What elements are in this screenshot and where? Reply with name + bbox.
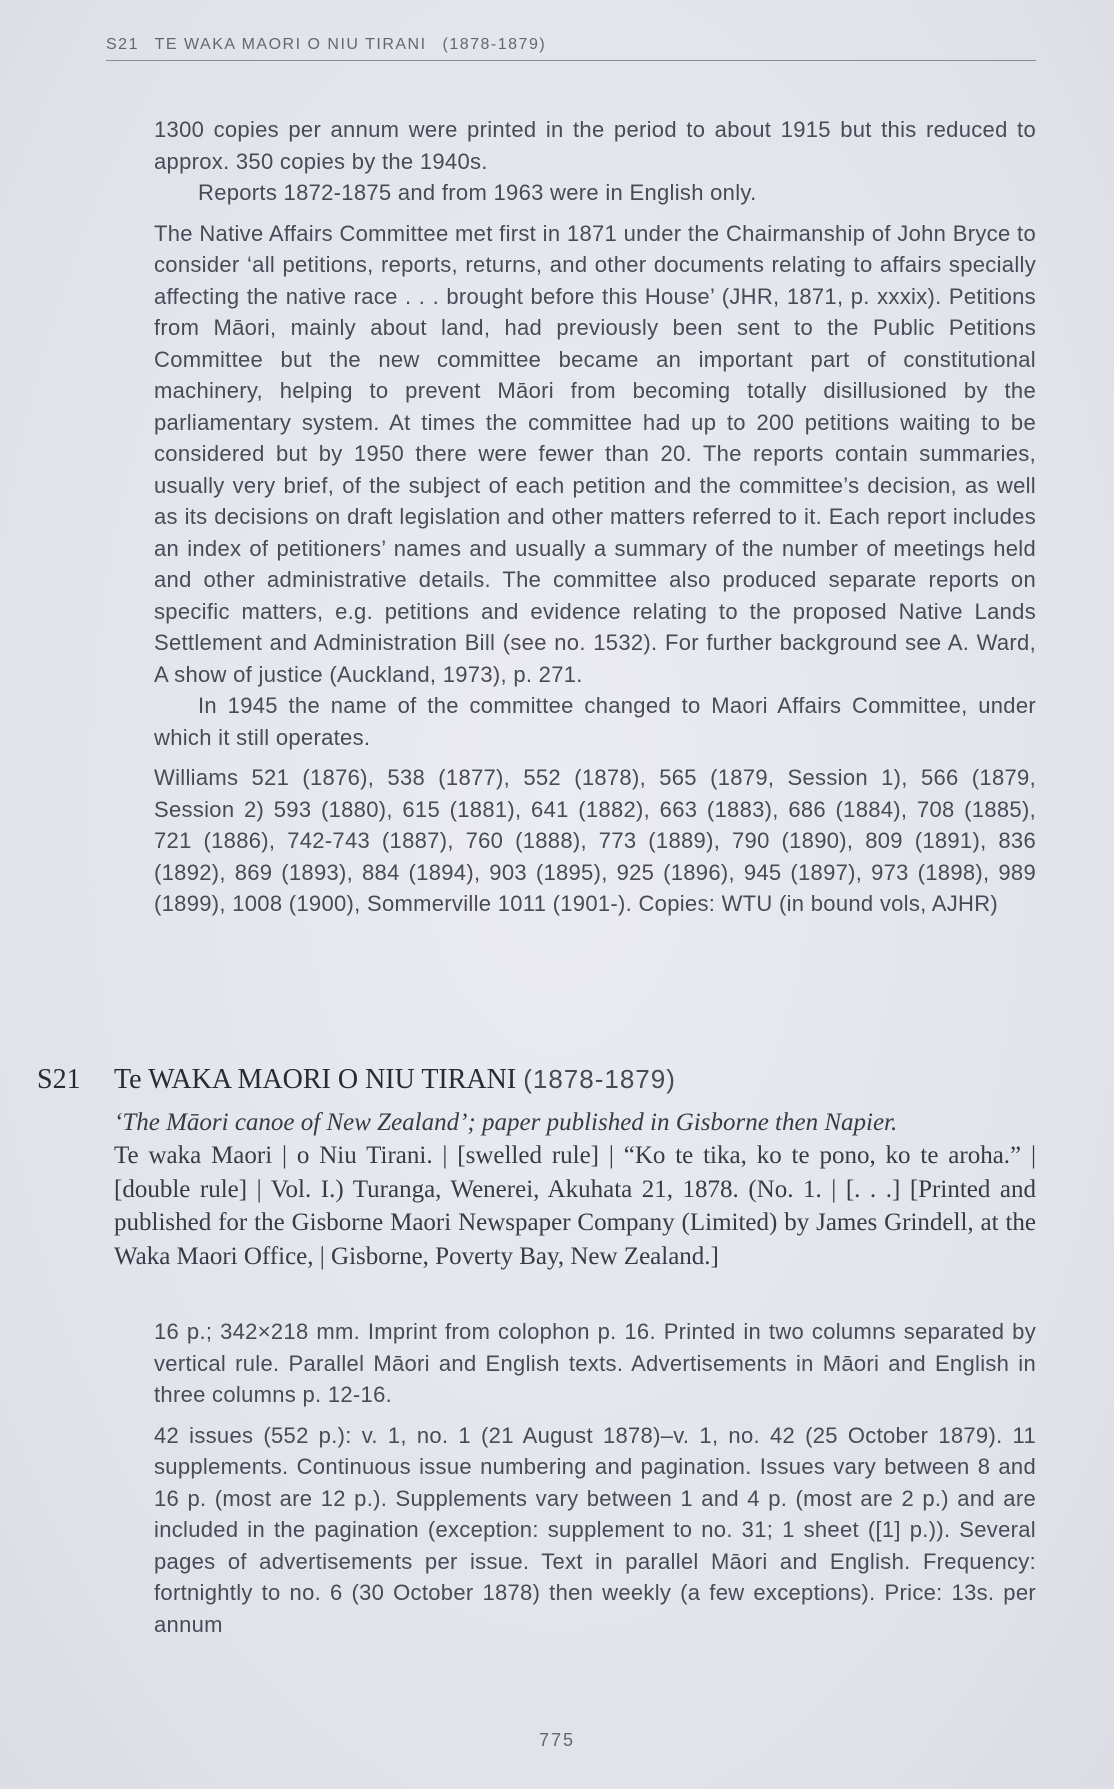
running-head-code: S21 xyxy=(106,36,139,53)
entry-title xyxy=(114,1064,676,1096)
page-number: 775 xyxy=(538,1730,576,1750)
paragraph-name-change: In 1945 the name of the committee changed to Maori Affairs Committee, under which it still operates. xyxy=(154,693,1036,750)
entry-issues: 42 issues (552 p.): v. 1, no. 1 (21 August 1878)–v. 1, no. 42 (25 October 1879). 11 supplements. Continuous issue numbering and pagination. Issues vary between 8 and 16 p. (most are 12 p.). Supplements vary between 1 and 4 p. (most are 2 p.) and are included in the pagination (exception: supplement to no. 31; 1 sheet ([1] p.)). Several pages of advertisements per issue. Text in parallel Māori and English. Frequency: fortnightly to no. 6 (30 October 1878) then weekly (a few exceptions). Price: 13s. per annum xyxy=(154,1422,1036,1637)
entry-number: S21 xyxy=(37,1064,81,1095)
running-head-title: TE WAKA MAORI O NIU TIRANI xyxy=(154,36,427,53)
entry-title-years: (1878-1879) xyxy=(523,1064,676,1094)
paragraph-references: Williams 521 (1876), 538 (1877), 552 (1878), 565 (1879, Session 1), 566 (1879, Session 2) 593 (1880), 615 (1881), 641 (1882), 663 (1883), 686 (1884), 708 (1885), 721 (1886), 742-743 (1887), 760 (1888), 773 (1889), 790 (1890), 809 (1891), 836 (1892), 869 (1893), 884 (1894), 903 (1895), 925 (1896), 945 (1897), 973 (1898), 989 (1899), 1008 (1900), Sommerville 1011 (1901-). Copies: WTU (in bound vols, AJHR) xyxy=(154,765,1036,916)
entry-description xyxy=(114,1106,1036,1273)
entry-title-text: Te WAKA MAORI O NIU TIRANI xyxy=(114,1064,517,1095)
running-head xyxy=(106,36,1036,61)
paragraph-english-only: Reports 1872-1875 and from 1963 were in English only. xyxy=(198,180,757,205)
paragraph-committee-history: The Native Affairs Committee met first in 1871 under the Chairmanship of John Bryce to consider ‘all petitions, reports, returns, and other documents relating to affairs specially affecting the native race . . . brought before this House’ (JHR, 1871, p. xxxix). Petitions from Māori, mainly about land, had previously been sent to the Public Petitions Committee but the new committee became an important part of constitutional machinery, helping to prevent Māori from becoming totally disillusioned by the parliamentary system. At times the committee had up to 200 petitions waiting to be considered but by 1950 there were fewer than 20. The reports contain summaries, usually very brief, of the subject of each petition and the committee’s decision, as well as its decisions on draft legislation and other matters referred to it. Each report includes an index of petitioners’ names and usually a summary of the number of meetings held and other administrative details. The committee also produced separate reports on specific matters, e.g. petitions and evidence relating to the proposed Native Lands Settlement and Administration Bill (see no. 1532). For further background see A. Ward, A show of justice (Auckland, 1973), p. 271. xyxy=(154,220,1036,687)
paragraph-copies: 1300 copies per annum were printed in the period to about 1915 but this reduced to approx. 350 copies by the 1940s. xyxy=(154,117,1036,174)
entry-physical-description: 16 p.; 342×218 mm. Imprint from colophon p. 16. Printed in two columns separated by vertical rule. Parallel Māori and English texts. Advertisements in Māori and English in three columns p. 12-16. xyxy=(154,1319,1036,1407)
entry-subtitle: ‘The Māori canoe of New Zealand’; paper published in Gisborne then Napier. xyxy=(114,1109,898,1136)
entry-notes xyxy=(154,1316,1036,1640)
continuation-section xyxy=(154,114,1036,920)
running-head-years: (1878-1879) xyxy=(442,36,547,53)
entry-transcription: Te waka Maori | o Niu Tirani. | [swelled rule] | “Ko te tika, ko te pono, ko te aroha.” | [double rule] | Vol. I.) Turanga, Wenerei, Akuhata 21, 1878. (No. 1. | [. . .] [Printed and published for the Gisborne Maori Newspaper Company (Limited) by James Grindell, at the Waka Maori Office, | Gisborne, Poverty Bay, New Zealand.] xyxy=(114,1142,1036,1270)
